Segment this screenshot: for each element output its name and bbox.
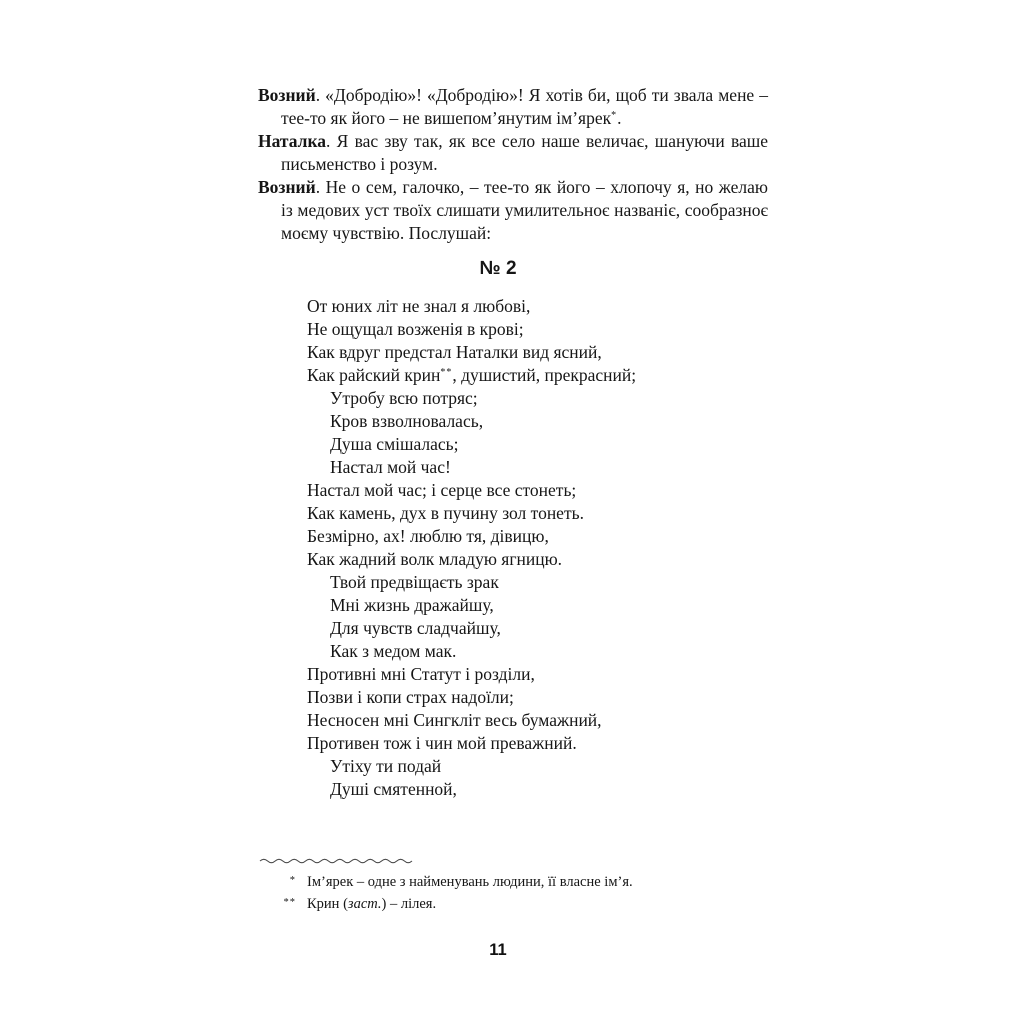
song-line-text: Безмірно, ах! люблю тя, дівицю,	[307, 526, 549, 546]
song-line	[307, 732, 768, 755]
song-line	[307, 479, 768, 502]
dialogue-paragraph	[258, 84, 768, 130]
song-line	[330, 640, 768, 663]
speaker-name: Наталка	[258, 131, 327, 151]
song-line	[330, 778, 768, 801]
footnote-divider-wave	[259, 856, 413, 864]
song-line	[307, 548, 768, 571]
song-line	[307, 663, 768, 686]
song-line	[307, 502, 768, 525]
song-line-text: Не ощущал возженія в крові;	[307, 319, 524, 339]
dialogue-text: .	[617, 108, 622, 128]
speaker-separator: .	[326, 131, 337, 151]
dialogue-paragraph	[258, 130, 768, 176]
song-section	[307, 295, 768, 801]
song-line-text: Противні мні Статут і розділи,	[307, 664, 535, 684]
song-line	[307, 686, 768, 709]
dialogue-paragraph	[258, 176, 768, 245]
song-line	[330, 594, 768, 617]
song-line-text: Как вдруг предстал Наталки вид ясний,	[307, 342, 602, 362]
song-line	[330, 456, 768, 479]
dialogue-text: Не о сем, галочко, – тее-то як його – хлопочу я, но желаю із медових уст твоїх слишати умилительноє названіє, сообразноє моєму чувствію. Послушай:	[281, 177, 769, 243]
speaker-name: Возний	[258, 177, 316, 197]
speaker-name: Возний	[258, 85, 316, 105]
song-line-text: Противен тож і чин мой преважний.	[307, 733, 577, 753]
song-line	[307, 709, 768, 732]
song-line-text: Душі смятенной,	[330, 779, 457, 799]
footnote-marker: *	[289, 875, 296, 886]
footnote-marker: **	[283, 897, 296, 908]
song-line	[330, 755, 768, 778]
footnote-text: Крин (	[307, 896, 348, 912]
dialogue-text: «Добродію»! «Добродію»! Я хотів би, щоб ти звала мене – тее-то як його – не вишепом’янутим ім’ярек	[281, 85, 768, 128]
speaker-separator: .	[315, 177, 326, 197]
page-number: 11	[489, 941, 507, 959]
footnote-list	[258, 871, 768, 915]
song-line-text: Как жадний волк младую ягницю.	[307, 549, 563, 569]
footnote-ref-marker: **	[440, 367, 453, 378]
footnote-text: Ім’ярек – одне з найменувань людини, її власне ім’я.	[307, 874, 633, 890]
footnote-block	[258, 856, 768, 915]
song-line-text: , душистий, прекрасний;	[452, 365, 637, 385]
song-line-text: Позви і копи страх надоїли;	[307, 687, 514, 707]
song-line-text: Утробу всю потряс;	[330, 388, 478, 408]
song-line-text: Для чувств сладчайшу,	[330, 618, 501, 638]
song-line-text: Мні жизнь дражайшу,	[330, 595, 494, 615]
song-line-text: Как з медом мак.	[330, 641, 457, 661]
song-line	[307, 364, 768, 387]
song-line	[330, 617, 768, 640]
song-line-text: Настал мой час!	[330, 457, 451, 477]
song-line-text: От юних літ не знал я любові,	[307, 296, 531, 316]
footnote-ref-marker: *	[611, 110, 618, 121]
song-line-text: Душа смішалась;	[330, 434, 459, 454]
song-line-text: Твой предвіщаєть зрак	[330, 572, 499, 592]
song-line	[330, 571, 768, 594]
song-line-text: Настал мой час; і серце все стонеть;	[307, 480, 577, 500]
song-line-text: Утіху ти подай	[330, 756, 442, 776]
song-line	[330, 410, 768, 433]
song-line-text: Кров взволновалась,	[330, 411, 484, 431]
text-block	[258, 84, 768, 801]
song-number-heading: № 2	[479, 258, 517, 279]
song-line-text: Несносен мні Сингкліт весь бумажний,	[307, 710, 602, 730]
song-line	[307, 295, 768, 318]
footnote-text: ) – лілея.	[381, 896, 437, 912]
footnote-text-italic: заст.	[347, 896, 382, 912]
song-line	[330, 433, 768, 456]
footnote	[258, 871, 768, 893]
speaker-separator: .	[315, 85, 326, 105]
song-line	[307, 341, 768, 364]
song-line	[330, 387, 768, 410]
song-line-text: Как райский крин	[307, 365, 441, 385]
dialogue-text: Я вас зву так, як все село наше величає, шануючи ваше письменство і розум.	[281, 131, 769, 174]
song-line	[307, 525, 768, 548]
song-line-text: Как камень, дух в пучину зол тонеть.	[307, 503, 584, 523]
footnote	[258, 893, 768, 915]
song-line	[307, 318, 768, 341]
dialogue-section	[258, 84, 768, 245]
